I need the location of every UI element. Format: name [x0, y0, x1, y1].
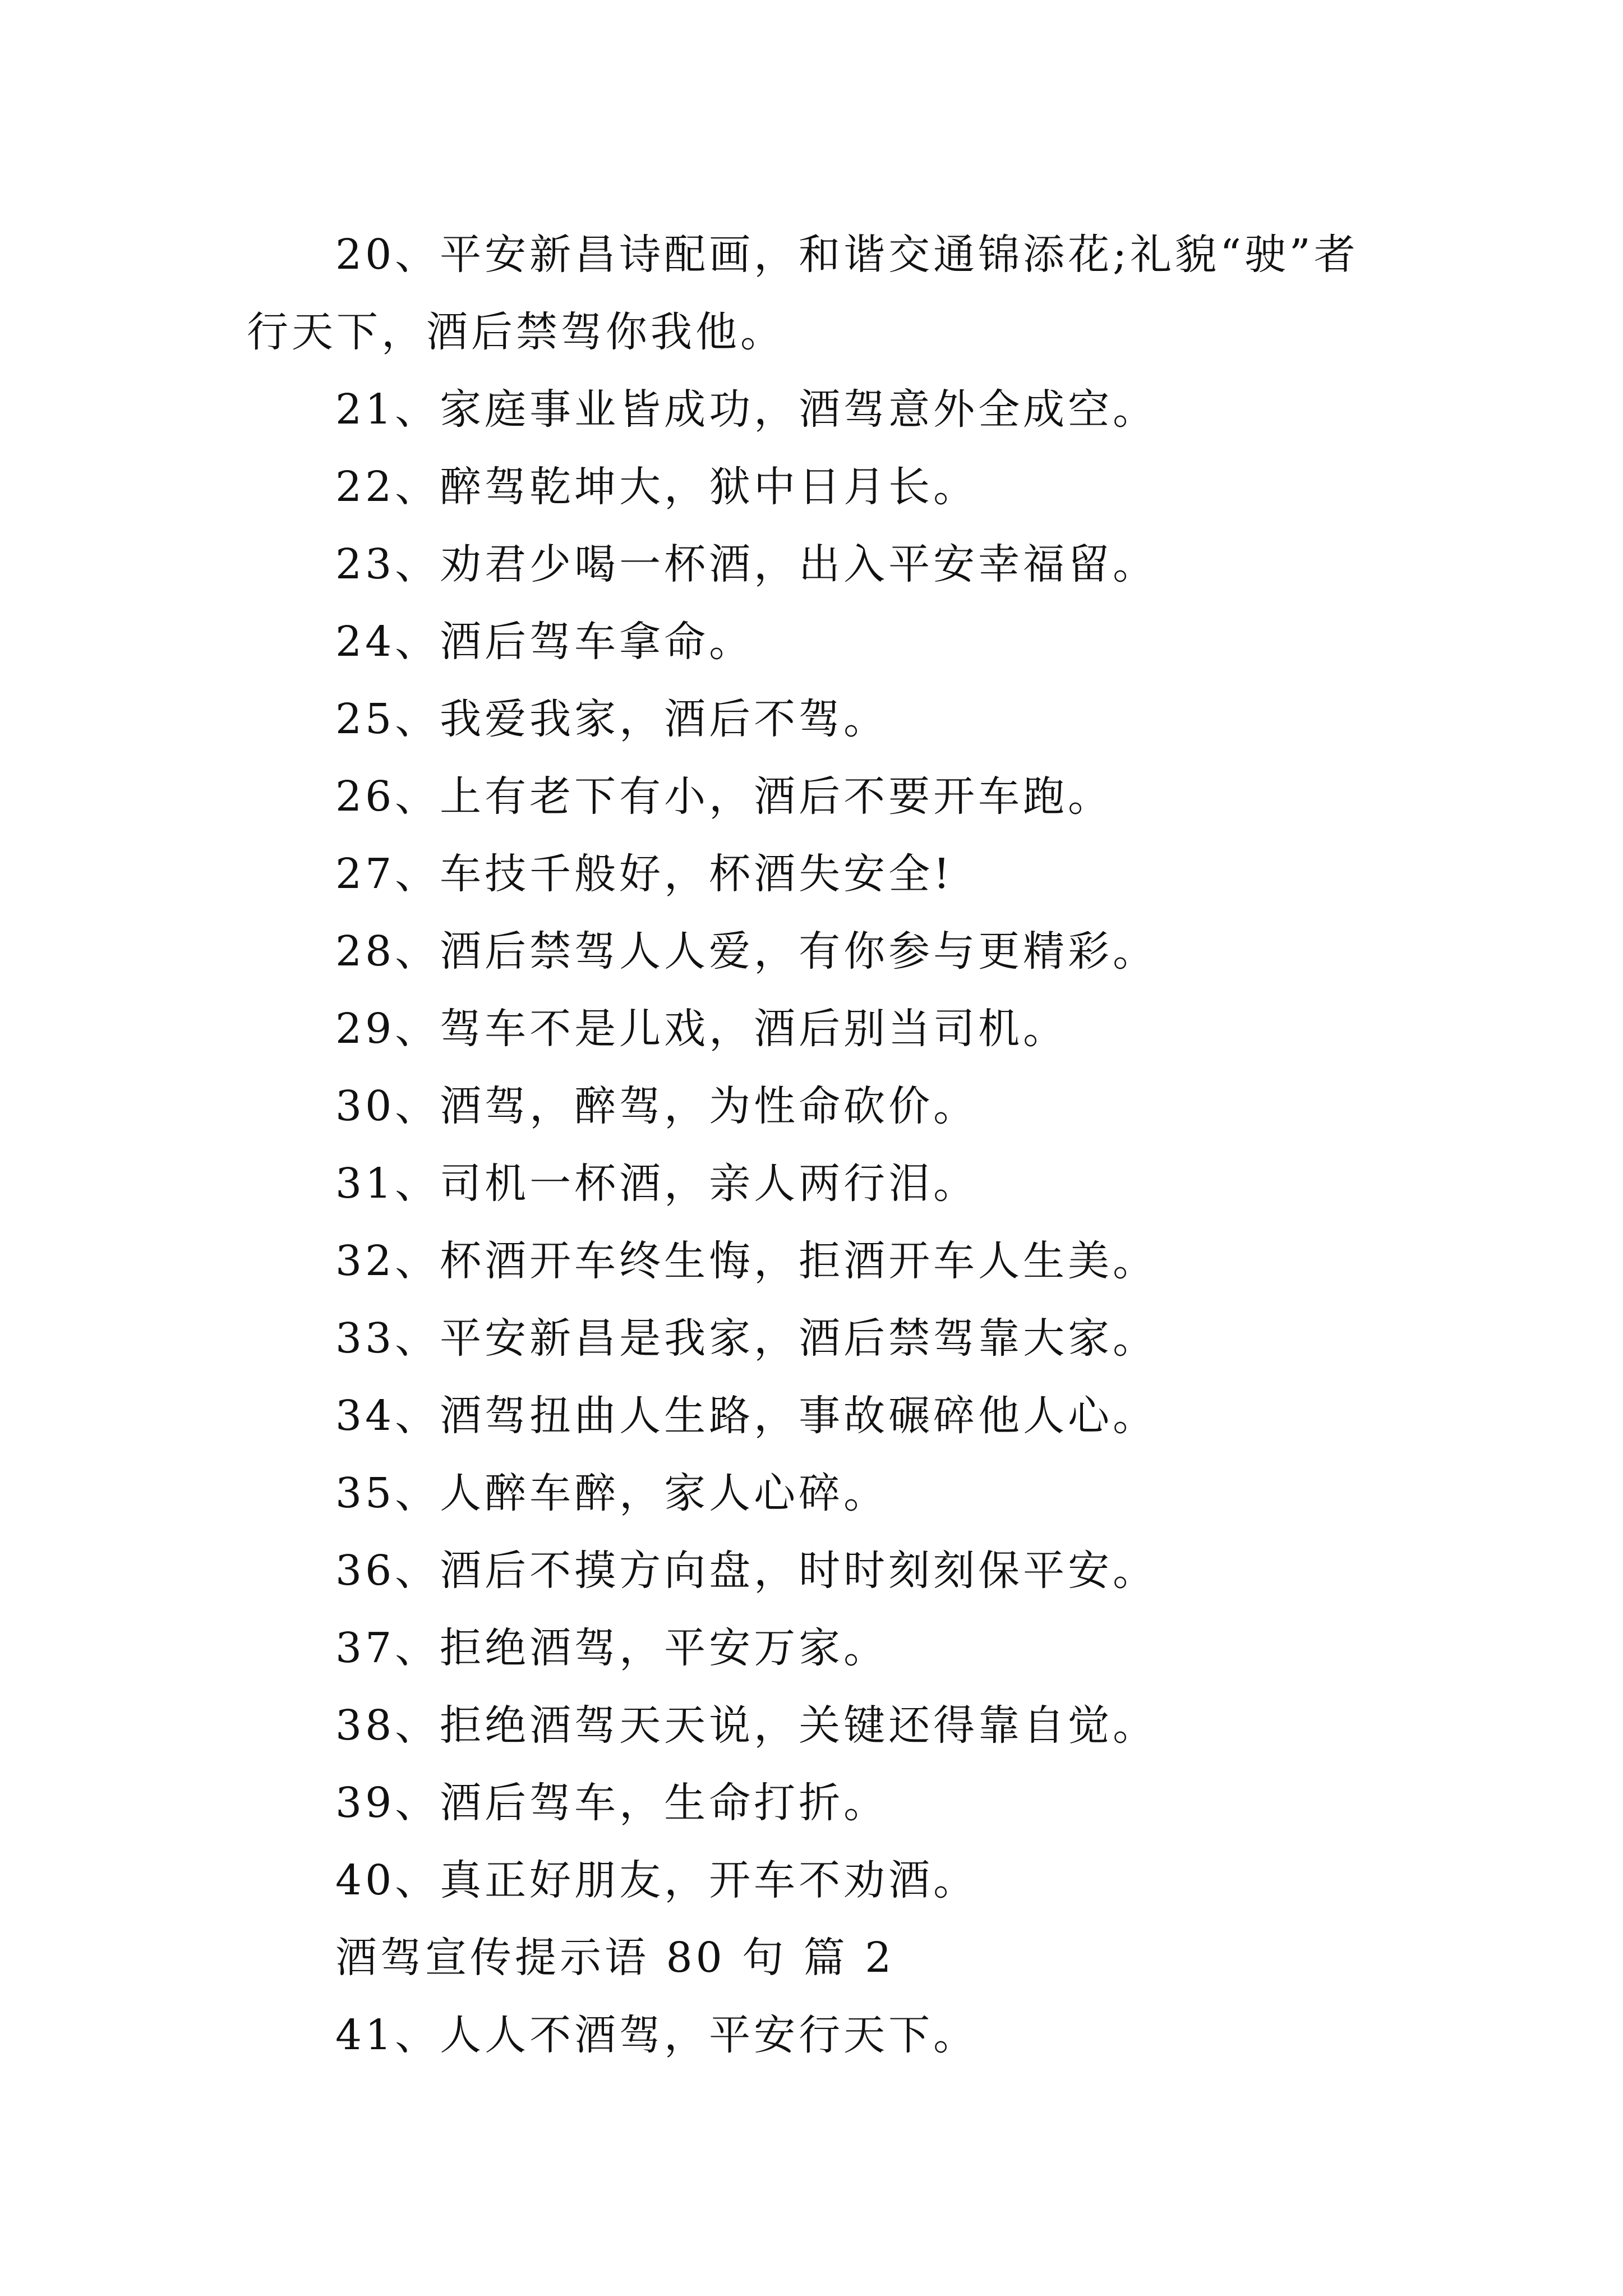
slogan-line: 30、酒驾，醉驾，为性命砍价。 — [335, 1082, 979, 1130]
slogan-line: 41、人人不酒驾，平安行天下。 — [335, 2011, 979, 2059]
section-heading: 酒驾宣传提示语 80 句 篇 2 — [335, 1934, 895, 1982]
slogan-line: 37、拒绝酒驾，平安万家。 — [335, 1624, 889, 1672]
slogan-line: 35、人醉车醉，家人心碎。 — [335, 1469, 889, 1517]
slogan-line: 25、我爱我家，酒后不驾。 — [335, 695, 889, 743]
slogan-line: 39、酒后驾车，生命打折。 — [335, 1779, 889, 1827]
slogan-line: 23、劝君少喝一杯酒，出入平安幸福留。 — [335, 540, 1158, 588]
slogan-line: 32、杯酒开车终生悔，拒酒开车人生美。 — [335, 1237, 1158, 1285]
slogan-line: 33、平安新昌是我家，酒后禁驾靠大家。 — [335, 1314, 1158, 1363]
document-body — [247, 216, 1396, 2074]
slogan-line: 22、醉驾乾坤大，狱中日月长。 — [335, 463, 979, 511]
slogan-line: 29、驾车不是儿戏，酒后别当司机。 — [335, 1005, 1068, 1053]
slogan-line: 20、平安新昌诗配画，和谐交通锦添花;礼貌“驶”者行天下，酒后禁驾你我他。 — [247, 231, 1359, 356]
slogan-line: 21、家庭事业皆成功，酒驾意外全成空。 — [335, 385, 1158, 434]
slogan-line: 31、司机一杯酒，亲人两行泪。 — [335, 1159, 979, 1208]
slogan-line: 36、酒后不摸方向盘，时时刻刻保平安。 — [335, 1547, 1158, 1595]
slogan-line: 24、酒后驾车拿命。 — [335, 618, 754, 666]
slogan-line: 40、真正好朋友，开车不劝酒。 — [335, 1856, 979, 1904]
slogan-line: 28、酒后禁驾人人爱，有你参与更精彩。 — [335, 927, 1158, 976]
slogan-line: 27、车技千般好，杯酒失安全! — [335, 850, 953, 898]
slogan-line: 26、上有老下有小，酒后不要开车跑。 — [335, 772, 1113, 821]
slogan-line: 34、酒驾扭曲人生路，事故碾碎他人心。 — [335, 1392, 1158, 1440]
slogan-line: 38、拒绝酒驾天天说，关键还得靠自觉。 — [335, 1701, 1158, 1750]
